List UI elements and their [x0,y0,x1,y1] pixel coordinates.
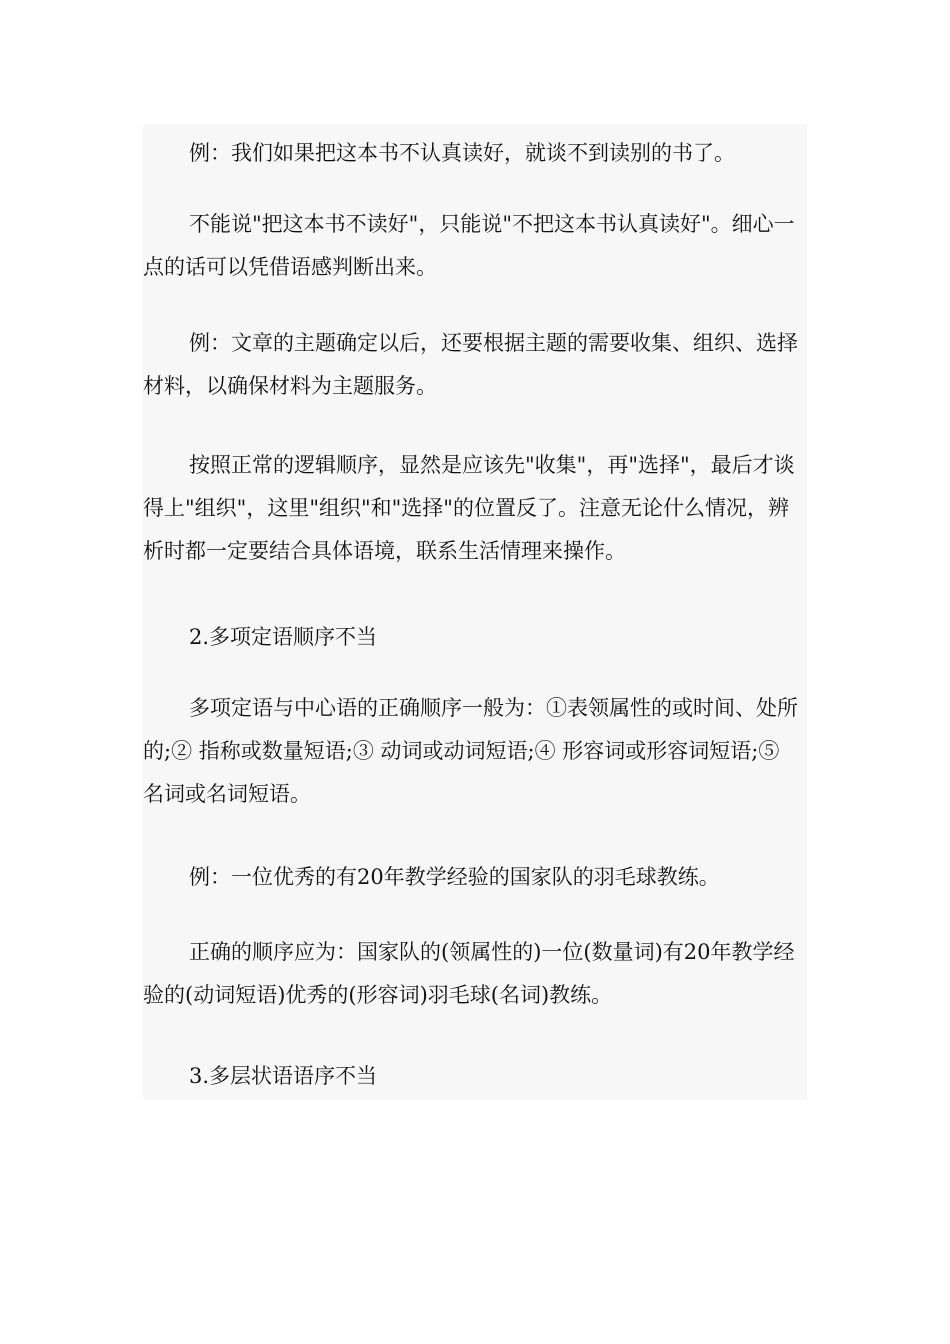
section-heading: 3.多层状语语序不当 [189,1064,378,1088]
explanation-paragraph: 多项定语与中心语的正确顺序一般为：①表领属性的或时间、处所的;② 指称或数量短语;③ 动词或动词短语;④ 形容词或形容词短语;⑤ 名词或名词短语。 [143,696,798,806]
example-paragraph: 例：文章的主题确定以后，还要根据主题的需要收集、组织、选择材料，以确保材料为主题服务。 [143,331,798,398]
explanation-paragraph: 正确的顺序应为：国家队的(领属性的)一位(数量词)有20年教学经验的(动词短语)优秀的(形容词)羽毛球(名词)教练。 [143,940,795,1007]
document-body [143,124,807,1100]
example-paragraph: 例：一位优秀的有20年教学经验的国家队的羽毛球教练。 [189,865,720,889]
section-heading: 2.多项定语顺序不当 [189,625,378,649]
example-paragraph: 例：我们如果把这本书不认真读好，就谈不到读别的书了。 [189,141,735,165]
explanation-paragraph: 按照正常的逻辑顺序，显然是应该先"收集"，再"选择"，最后才谈得上"组织"，这里"组织"和"选择"的位置反了。注意无论什么情况，辨析时都一定要结合具体语境，联系生活情理来操作。 [143,453,795,563]
explanation-paragraph: 不能说"把这本书不读好"，只能说"不把这本书认真读好"。细心一点的话可以凭借语感判断出来。 [143,212,795,279]
